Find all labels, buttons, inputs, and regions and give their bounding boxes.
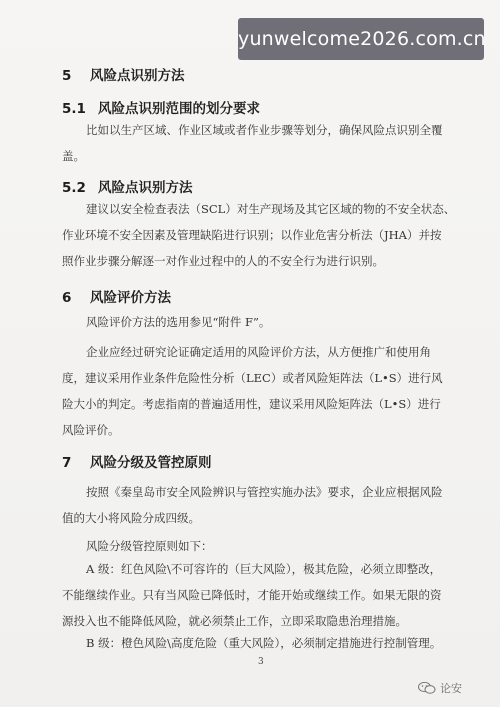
paragraph-7-c xyxy=(62,556,454,634)
text-line: 源投入也不能降低风险，就必须禁止工作，立即采取隐患治理措施。 xyxy=(62,614,407,628)
section-heading-7 xyxy=(62,451,212,471)
paragraph-7-a xyxy=(62,479,454,531)
text-line: 照作业步骤分解逐一对作业过程中的人的不安全行为进行识别。 xyxy=(62,254,384,268)
section-title: 风险点识别范围的划分要求 xyxy=(98,101,260,117)
text-line: 建议以安全检查表法（SCL）对生产现场及其它区域的物的不安全状态、 xyxy=(86,202,456,216)
text-line: 风险评价。 xyxy=(62,423,120,437)
text-line: 风险分级管控原则如下： xyxy=(86,539,213,553)
section-heading-6 xyxy=(62,286,171,306)
paragraph-6-b xyxy=(62,339,454,443)
text-line: 盖。 xyxy=(62,149,85,163)
source-mark xyxy=(418,680,462,696)
wechat-icon xyxy=(418,682,436,694)
source-mark-label: 论安 xyxy=(440,682,462,695)
text-line: B 级：橙色风险\高度危险（重大风险），必须制定措施进行控制管理。 xyxy=(86,636,442,650)
section-number: 7 xyxy=(62,455,72,471)
section-title: 风险点识别方法 xyxy=(90,68,185,84)
text-line: 按照《秦皇岛市安全风险辨识与管控实施办法》要求，企业应根据风险 xyxy=(86,485,443,499)
text-line: 比如以生产区域、作业区域或者作业步骤等划分，确保风险点识别全覆 xyxy=(86,123,443,137)
watermark-banner: yunwelcome2026.com.cn xyxy=(238,18,484,60)
section-number: 5 xyxy=(62,68,72,84)
section-title: 风险点识别方法 xyxy=(98,180,193,196)
text-line: 不能继续作业。只有当风险已降低时，才能开始或继续工作。如果无限的资 xyxy=(62,588,442,602)
text-line: 作业环境不安全因素及管理缺陷进行识别；以作业危害分析法（JHA）并按 xyxy=(62,228,442,242)
page-number: 3 xyxy=(258,657,264,667)
section-number: 5.2 xyxy=(62,180,86,196)
text-line: 值的大小将风险分成四级。 xyxy=(62,511,200,525)
section-heading-5-2 xyxy=(62,176,193,196)
section-number: 6 xyxy=(62,290,72,306)
text-line: 险大小的判定。考虑指南的普遍适用性，建议采用风险矩阵法（L•S）进行 xyxy=(62,397,441,411)
paragraph-5-2 xyxy=(62,196,454,274)
section-title: 风险分级及管控原则 xyxy=(90,455,212,471)
text-line: 度，建议采用作业条件危险性分析（LEC）或者风险矩阵法（L•S）进行风 xyxy=(62,371,443,385)
section-heading-5 xyxy=(62,64,185,84)
paragraph-5-1 xyxy=(62,117,454,169)
text-line: 风险评价方法的选用参见“附件 F”。 xyxy=(86,315,271,329)
section-heading-5-1 xyxy=(62,97,260,117)
text-line: A 级：红色风险\不可容许的（巨大风险），极其危险，必须立即整改， xyxy=(86,562,442,576)
section-title: 风险评价方法 xyxy=(90,290,171,306)
paragraph-7-d xyxy=(62,630,454,656)
paragraph-6-a xyxy=(62,309,454,335)
section-number: 5.1 xyxy=(62,101,86,117)
text-line: 企业应经过研究论证确定适用的风险评价方法，从方便推广和使用角 xyxy=(86,345,431,359)
